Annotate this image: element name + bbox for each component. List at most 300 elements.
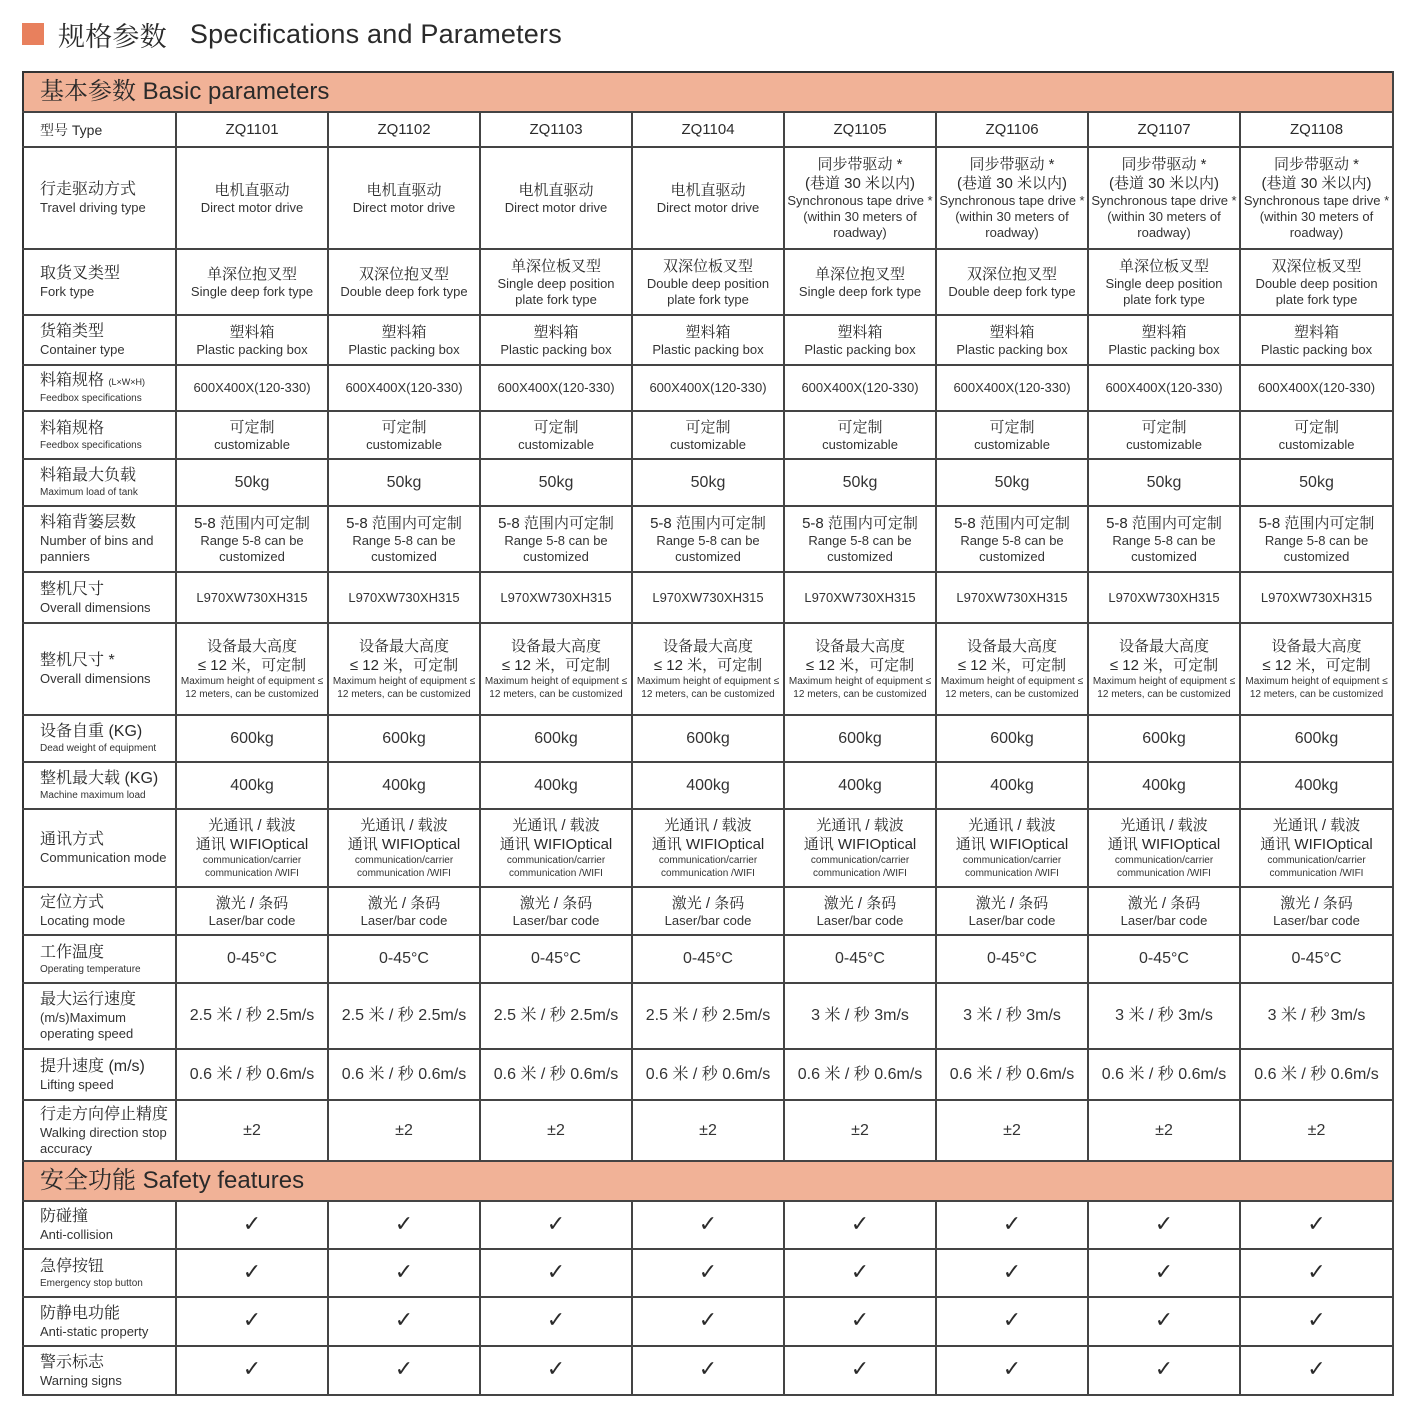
row-label-en: Container type bbox=[40, 342, 125, 357]
cell-zh: 设备最大高度 bbox=[814, 638, 905, 655]
cell-en: 50kg bbox=[538, 473, 574, 491]
safety-cell bbox=[1088, 1297, 1240, 1346]
model-name: ZQ1102 bbox=[328, 112, 480, 147]
row-label-zh-text: 取货叉类型 bbox=[40, 265, 121, 282]
row-label-en: Walking direction stop accuracy bbox=[40, 1124, 167, 1156]
safety-label-zh: 防静电功能 bbox=[40, 1304, 121, 1322]
safety-label-en: Anti-collision bbox=[40, 1227, 113, 1242]
cell-en: 600kg bbox=[230, 729, 274, 747]
cell-en: customizable bbox=[974, 436, 1050, 452]
cell-zh: 单深位板叉型 bbox=[510, 257, 601, 275]
cell-zh-2: 通讯 WIFIOptical bbox=[955, 836, 1069, 853]
cell-en: customizable bbox=[1126, 436, 1202, 452]
spec-cell bbox=[632, 887, 784, 935]
safety-cell bbox=[176, 1346, 328, 1395]
cell-zh-2: 通讯 WIFIOptical bbox=[195, 836, 309, 853]
spec-cell bbox=[632, 935, 784, 983]
row-label-en: Overall dimensions bbox=[40, 599, 151, 615]
cell-zh-2: ≤ 12 米，可定制 bbox=[501, 657, 611, 674]
spec-cell bbox=[784, 935, 936, 983]
spec-row bbox=[23, 249, 1393, 315]
cell-zh: 塑料箱 bbox=[837, 323, 883, 341]
type-label: 型号 Type bbox=[23, 112, 176, 147]
row-label-zh bbox=[40, 322, 173, 342]
row-label bbox=[23, 249, 176, 315]
checkmark-icon: ✓ bbox=[394, 1307, 414, 1332]
cell-zh: 双深位抱叉型 bbox=[358, 265, 449, 283]
safety-label-zh: 警示标志 bbox=[40, 1353, 105, 1371]
cell-en: Laser/bar code bbox=[968, 912, 1056, 928]
spec-cell bbox=[176, 809, 328, 887]
spec-cell bbox=[784, 411, 936, 459]
row-label-zh bbox=[40, 830, 173, 850]
spec-cell bbox=[784, 762, 936, 809]
row-label-zh bbox=[40, 990, 173, 1010]
spec-cell bbox=[176, 147, 328, 249]
spec-cell bbox=[784, 715, 936, 762]
cell-en: 2.5 米 / 秒 2.5m/s bbox=[341, 1007, 467, 1024]
cell-en: 3 米 / 秒 3m/s bbox=[1267, 1007, 1366, 1024]
cell-en-small: Maximum height of equipment ≤ 12 meters, can be customized bbox=[484, 676, 628, 700]
row-label-en: Lifting speed bbox=[40, 1076, 114, 1092]
spec-cell bbox=[1088, 506, 1240, 572]
cell-en-small: Maximum height of equipment ≤ 12 meters, can be customized bbox=[180, 676, 324, 700]
spec-cell bbox=[1088, 411, 1240, 459]
cell-en: 600X400X(120-330) bbox=[953, 380, 1071, 395]
safety-cell bbox=[480, 1201, 632, 1249]
cell-en-small: communication/carrier communication /WIFI bbox=[354, 855, 454, 879]
cell-en: 0.6 米 / 秒 0.6m/s bbox=[645, 1065, 771, 1083]
cell-en: 600kg bbox=[1142, 729, 1186, 747]
cell-zh: 5-8 范围内可定制 bbox=[346, 514, 462, 532]
spec-cell bbox=[936, 1100, 1088, 1161]
cell-zh: 塑料箱 bbox=[1141, 323, 1187, 341]
cell-en: 600kg bbox=[1294, 729, 1339, 747]
spec-cell bbox=[176, 762, 328, 809]
safety-cell bbox=[936, 1346, 1088, 1395]
cell-zh: 激光 / 条码 bbox=[975, 894, 1049, 912]
cell-en: ±2 bbox=[851, 1121, 869, 1139]
cell-en-small: Maximum height of equipment ≤ 12 meters, can be customized bbox=[332, 676, 476, 700]
spec-cell bbox=[632, 147, 784, 249]
cell-en: Plastic packing box bbox=[348, 341, 460, 357]
safety-cell bbox=[480, 1249, 632, 1297]
model-name: ZQ1108 bbox=[1240, 112, 1393, 147]
cell-en-small: communication/carrier communication /WIFI bbox=[1267, 855, 1366, 879]
spec-cell bbox=[1088, 315, 1240, 365]
spec-cell bbox=[632, 315, 784, 365]
safety-cell bbox=[936, 1249, 1088, 1297]
row-label-en: (m/s)Maximum operating speed bbox=[40, 1010, 134, 1041]
row-label-en: Machine maximum load bbox=[40, 790, 146, 801]
checkmark-icon: ✓ bbox=[546, 1210, 566, 1236]
cell-en: 600X400X(120-330) bbox=[497, 380, 615, 395]
checkmark-icon: ✓ bbox=[850, 1307, 870, 1332]
cell-zh: 5-8 范围内可定制 bbox=[954, 514, 1070, 532]
spec-cell bbox=[480, 715, 632, 762]
row-label-zh bbox=[40, 419, 173, 439]
spec-cell bbox=[936, 506, 1088, 572]
cell-en: 50kg bbox=[1299, 473, 1334, 491]
cell-en: 600kg bbox=[990, 729, 1034, 747]
cell-zh: 设备最大高度 bbox=[510, 638, 601, 655]
cell-en: 600X400X(120-330) bbox=[649, 380, 767, 395]
cell-en: ±2 bbox=[547, 1121, 565, 1139]
cell-zh-2: 通讯 WIFIOptical bbox=[347, 836, 461, 853]
cell-zh-2: (巷道 30 米以内) bbox=[1261, 175, 1372, 192]
cell-en: Laser/bar code bbox=[208, 912, 296, 928]
cell-en: Plastic packing box bbox=[1108, 341, 1220, 357]
cell-zh: 光通讯 / 载波 bbox=[968, 817, 1056, 834]
spec-cell bbox=[1088, 983, 1240, 1049]
safety-row bbox=[23, 1297, 1393, 1346]
cell-en: customizable bbox=[366, 436, 442, 452]
safety-label-en: Anti-static property bbox=[40, 1323, 149, 1339]
cell-en: Single deep position plate fork type bbox=[497, 275, 615, 307]
safety-cell bbox=[1240, 1297, 1393, 1346]
safety-cell bbox=[632, 1346, 784, 1395]
spec-cell bbox=[784, 249, 936, 315]
row-label-zh bbox=[40, 1057, 173, 1077]
spec-cell bbox=[1088, 935, 1240, 983]
cell-zh: 双深位板叉型 bbox=[662, 257, 753, 275]
spec-cell bbox=[328, 935, 480, 983]
cell-en: Range 5-8 can be customized bbox=[1112, 532, 1216, 564]
spec-cell bbox=[176, 715, 328, 762]
cell-en: 600X400X(120-330) bbox=[1257, 380, 1376, 395]
cell-en: 400kg bbox=[686, 776, 730, 794]
spec-cell bbox=[1088, 623, 1240, 715]
cell-zh: 同步带驱动 * bbox=[1274, 156, 1360, 173]
cell-zh: 光通讯 / 载波 bbox=[1120, 817, 1208, 834]
spec-cell bbox=[1088, 809, 1240, 887]
checkmark-icon: ✓ bbox=[1307, 1356, 1326, 1381]
spec-cell bbox=[480, 983, 632, 1049]
spec-table bbox=[22, 71, 1394, 1396]
safety-cell bbox=[480, 1297, 632, 1346]
safety-row bbox=[23, 1249, 1393, 1297]
spec-cell bbox=[1240, 315, 1393, 365]
cell-zh: 光通讯 / 载波 bbox=[1272, 817, 1361, 834]
cell-en: 400kg bbox=[534, 776, 578, 794]
spec-cell bbox=[1240, 365, 1393, 411]
cell-zh: 激光 / 条码 bbox=[671, 894, 745, 912]
checkmark-icon: ✓ bbox=[1002, 1258, 1022, 1284]
row-label-zh bbox=[40, 264, 173, 284]
row-label-en: Travel driving type bbox=[40, 200, 146, 215]
spec-cell bbox=[1240, 459, 1393, 506]
cell-en-small: communication/carrier communication /WIFI bbox=[506, 855, 606, 879]
spec-row bbox=[23, 147, 1393, 249]
row-label bbox=[23, 623, 176, 715]
spec-cell bbox=[480, 809, 632, 887]
cell-en: 0.6 米 / 秒 0.6m/s bbox=[189, 1065, 315, 1083]
row-label-zh bbox=[40, 513, 173, 533]
page-title-zh: 规格参数 bbox=[58, 21, 167, 52]
spec-cell bbox=[936, 411, 1088, 459]
cell-en: Laser/bar code bbox=[512, 912, 600, 928]
cell-en: L970XW730XH315 bbox=[1260, 589, 1373, 605]
checkmark-icon: ✓ bbox=[1154, 1258, 1174, 1284]
safety-cell bbox=[1240, 1346, 1393, 1395]
row-label-en: Overall dimensions bbox=[40, 671, 151, 686]
cell-en: 3 米 / 秒 3m/s bbox=[811, 1007, 909, 1024]
spec-cell bbox=[936, 809, 1088, 887]
cell-en: Double deep fork type bbox=[948, 283, 1076, 299]
cell-en-small: Maximum height of equipment ≤ 12 meters, can be customized bbox=[1092, 676, 1236, 700]
cell-en: Double deep position plate fork type bbox=[646, 275, 770, 307]
spec-cell bbox=[936, 459, 1088, 506]
cell-en: Range 5-8 can be customized bbox=[352, 532, 456, 564]
row-label-zh-text: 整机尺寸 bbox=[40, 580, 105, 598]
row-label bbox=[23, 983, 176, 1049]
cell-en: Direct motor drive bbox=[504, 199, 608, 215]
spec-cell bbox=[632, 623, 784, 715]
safety-cell bbox=[1240, 1201, 1393, 1249]
row-label-en: Dead weight of equipment bbox=[40, 743, 157, 754]
cell-en: customizable bbox=[1278, 436, 1355, 452]
cell-zh: 塑料箱 bbox=[1294, 323, 1340, 341]
cell-en: Plastic packing box bbox=[1260, 341, 1373, 357]
spec-cell bbox=[1240, 623, 1393, 715]
spec-cell bbox=[480, 572, 632, 623]
spec-cell bbox=[328, 762, 480, 809]
cell-en: ±2 bbox=[1155, 1121, 1173, 1139]
cell-zh-2: 通讯 WIFIOptical bbox=[1107, 836, 1221, 853]
section-row-safety bbox=[23, 1161, 1393, 1201]
row-label bbox=[23, 411, 176, 459]
cell-en: Laser/bar code bbox=[1273, 912, 1360, 928]
row-label-zh bbox=[40, 893, 173, 913]
spec-cell bbox=[1240, 249, 1393, 315]
cell-en: ±2 bbox=[699, 1121, 717, 1139]
cell-zh: 双深位抱叉型 bbox=[966, 265, 1057, 283]
spec-cell bbox=[328, 1100, 480, 1161]
cell-en: Synchronous tape drive *(within 30 meters of roadway) bbox=[787, 193, 933, 240]
cell-zh: 电机直驱动 bbox=[670, 181, 746, 199]
safety-cell bbox=[632, 1297, 784, 1346]
spec-cell bbox=[784, 809, 936, 887]
cell-en: 0.6 米 / 秒 0.6m/s bbox=[949, 1065, 1075, 1083]
row-label-zh-text: 工作温度 bbox=[40, 943, 105, 961]
safety-row bbox=[23, 1201, 1393, 1249]
row-label-zh-text: 通讯方式 bbox=[40, 831, 105, 848]
spec-cell bbox=[936, 315, 1088, 365]
spec-cell bbox=[784, 147, 936, 249]
spec-cell bbox=[328, 365, 480, 411]
cell-zh: 可定制 bbox=[229, 418, 275, 436]
cell-zh: 可定制 bbox=[381, 418, 427, 436]
row-label bbox=[23, 365, 176, 411]
cell-en: L970XW730XH315 bbox=[500, 589, 612, 605]
cell-en-small: Maximum height of equipment ≤ 12 meters, can be customized bbox=[788, 676, 932, 700]
spec-cell bbox=[632, 411, 784, 459]
cell-en: customizable bbox=[214, 436, 290, 452]
cell-zh: 5-8 范围内可定制 bbox=[1106, 514, 1222, 532]
spec-cell bbox=[632, 365, 784, 411]
spec-cell bbox=[632, 249, 784, 315]
cell-zh-2: ≤ 12 米，可定制 bbox=[957, 657, 1067, 674]
spec-cell bbox=[1240, 147, 1393, 249]
spec-cell bbox=[176, 459, 328, 506]
row-label-zh-text: 料箱规格 bbox=[40, 372, 105, 389]
cell-zh-2: ≤ 12 米，可定制 bbox=[1262, 657, 1371, 674]
spec-cell bbox=[936, 887, 1088, 935]
spec-cell bbox=[480, 147, 632, 249]
checkmark-icon: ✓ bbox=[1154, 1210, 1174, 1236]
spec-cell bbox=[480, 935, 632, 983]
row-label bbox=[23, 935, 176, 983]
safety-label-en: Warning signs bbox=[40, 1372, 122, 1388]
spec-row bbox=[23, 506, 1393, 572]
safety-cell bbox=[176, 1297, 328, 1346]
cell-zh: 5-8 范围内可定制 bbox=[1258, 514, 1375, 532]
cell-zh-2: ≤ 12 米，可定制 bbox=[349, 657, 459, 674]
cell-zh-2: 通讯 WIFIOptical bbox=[1260, 836, 1373, 853]
row-label-zh bbox=[40, 180, 173, 200]
safety-cell bbox=[1088, 1249, 1240, 1297]
spec-row bbox=[23, 623, 1393, 715]
cell-en: 0-45°C bbox=[683, 950, 733, 967]
page-header bbox=[22, 14, 562, 54]
spec-row bbox=[23, 1100, 1393, 1161]
spec-row bbox=[23, 809, 1393, 887]
safety-cell bbox=[328, 1201, 480, 1249]
spec-cell bbox=[632, 459, 784, 506]
spec-cell bbox=[328, 715, 480, 762]
cell-zh: 电机直驱动 bbox=[518, 181, 594, 199]
cell-en: Laser/bar code bbox=[1120, 912, 1208, 928]
spec-cell bbox=[328, 506, 480, 572]
row-label bbox=[23, 506, 176, 572]
spec-cell bbox=[1088, 365, 1240, 411]
spec-cell bbox=[480, 1049, 632, 1100]
safety-cell bbox=[632, 1201, 784, 1249]
row-label-zh-text: 整机尺寸 * bbox=[40, 652, 115, 669]
cell-en: customizable bbox=[822, 436, 898, 452]
cell-zh-2: ≤ 12 米，可定制 bbox=[653, 657, 763, 674]
spec-cell bbox=[632, 715, 784, 762]
spec-cell bbox=[176, 365, 328, 411]
cell-zh: 光通讯 / 载波 bbox=[208, 817, 296, 834]
spec-cell bbox=[1240, 762, 1393, 809]
spec-cell bbox=[328, 809, 480, 887]
model-name: ZQ1107 bbox=[1088, 112, 1240, 147]
cell-zh-2: 通讯 WIFIOptical bbox=[651, 836, 765, 853]
cell-en: ±2 bbox=[243, 1121, 261, 1139]
cell-en: Direct motor drive bbox=[200, 199, 304, 215]
spec-cell bbox=[1240, 1049, 1393, 1100]
cell-zh: 激光 / 条码 bbox=[823, 894, 897, 912]
row-label-zh-text: 料箱背篓层数 bbox=[40, 514, 137, 531]
cell-en: customizable bbox=[670, 436, 746, 452]
spec-cell bbox=[1240, 809, 1393, 887]
row-label bbox=[23, 315, 176, 365]
checkmark-icon: ✓ bbox=[698, 1258, 718, 1284]
spec-cell bbox=[784, 887, 936, 935]
cell-en: Double deep fork type bbox=[340, 283, 468, 299]
spec-cell bbox=[1240, 411, 1393, 459]
cell-zh: 塑料箱 bbox=[381, 323, 427, 341]
spec-cell bbox=[784, 315, 936, 365]
spec-cell bbox=[936, 572, 1088, 623]
safety-cell bbox=[936, 1201, 1088, 1249]
cell-zh: 设备最大高度 bbox=[1118, 638, 1209, 655]
spec-row bbox=[23, 935, 1393, 983]
cell-zh: 5-8 范围内可定制 bbox=[498, 514, 614, 532]
cell-en: 0-45°C bbox=[835, 950, 885, 967]
spec-cell bbox=[1088, 147, 1240, 249]
cell-en-small: Maximum height of equipment ≤ 12 meters, can be customized bbox=[636, 676, 780, 700]
spec-cell bbox=[1088, 1100, 1240, 1161]
spec-cell bbox=[784, 1100, 936, 1161]
row-label-zh bbox=[40, 651, 173, 671]
cell-en: 400kg bbox=[1294, 776, 1339, 794]
checkmark-icon: ✓ bbox=[394, 1258, 414, 1284]
cell-en: Single deep fork type bbox=[190, 283, 314, 299]
checkmark-icon: ✓ bbox=[850, 1210, 870, 1236]
checkmark-icon: ✓ bbox=[1307, 1307, 1326, 1332]
cell-en: Plastic packing box bbox=[500, 341, 612, 357]
cell-en: 0.6 米 / 秒 0.6m/s bbox=[493, 1065, 619, 1083]
cell-zh: 激光 / 条码 bbox=[215, 894, 289, 912]
cell-zh: 可定制 bbox=[1141, 418, 1187, 436]
spec-cell bbox=[328, 315, 480, 365]
cell-en: Plastic packing box bbox=[652, 341, 764, 357]
row-label bbox=[23, 809, 176, 887]
cell-en: 0-45°C bbox=[531, 950, 581, 967]
spec-row bbox=[23, 715, 1393, 762]
checkmark-icon: ✓ bbox=[1002, 1356, 1022, 1381]
safety-label-en: Emergency stop button bbox=[40, 1277, 143, 1289]
cell-zh: 5-8 范围内可定制 bbox=[650, 514, 766, 532]
cell-zh: 5-8 范围内可定制 bbox=[194, 514, 310, 532]
row-label bbox=[23, 1100, 176, 1161]
cell-zh: 设备最大高度 bbox=[662, 638, 753, 655]
cell-zh: 可定制 bbox=[1294, 418, 1340, 436]
safety-cell bbox=[328, 1249, 480, 1297]
checkmark-icon: ✓ bbox=[242, 1210, 262, 1236]
cell-en: customizable bbox=[518, 436, 594, 452]
cell-en-small: Maximum height of equipment ≤ 12 meters, can be customized bbox=[940, 676, 1084, 700]
spec-cell bbox=[176, 935, 328, 983]
cell-zh: 设备最大高度 bbox=[358, 638, 449, 655]
cell-en: 2.5 米 / 秒 2.5m/s bbox=[645, 1007, 771, 1024]
spec-cell bbox=[176, 1100, 328, 1161]
cell-zh: 设备最大高度 bbox=[206, 638, 297, 655]
spec-cell bbox=[784, 1049, 936, 1100]
spec-cell bbox=[632, 762, 784, 809]
spec-cell bbox=[632, 1100, 784, 1161]
cell-en: 400kg bbox=[382, 776, 426, 794]
cell-en: ±2 bbox=[395, 1121, 413, 1139]
checkmark-icon: ✓ bbox=[1154, 1356, 1174, 1381]
cell-en: 50kg bbox=[1146, 473, 1182, 491]
cell-en: ±2 bbox=[1307, 1121, 1326, 1139]
cell-zh: 激光 / 条码 bbox=[1127, 894, 1201, 912]
spec-cell bbox=[328, 249, 480, 315]
cell-en: 2.5 米 / 秒 2.5m/s bbox=[189, 1007, 315, 1024]
cell-zh: 同步带驱动 * bbox=[969, 156, 1055, 173]
spec-row bbox=[23, 459, 1393, 506]
cell-zh: 光通讯 / 载波 bbox=[360, 817, 448, 834]
cell-zh: 塑料箱 bbox=[685, 323, 731, 341]
cell-en: L970XW730XH315 bbox=[956, 589, 1068, 605]
safety-label bbox=[23, 1297, 176, 1346]
safety-cell bbox=[784, 1249, 936, 1297]
cell-zh-2: 通讯 WIFIOptical bbox=[499, 836, 613, 853]
cell-zh: 塑料箱 bbox=[229, 323, 275, 341]
